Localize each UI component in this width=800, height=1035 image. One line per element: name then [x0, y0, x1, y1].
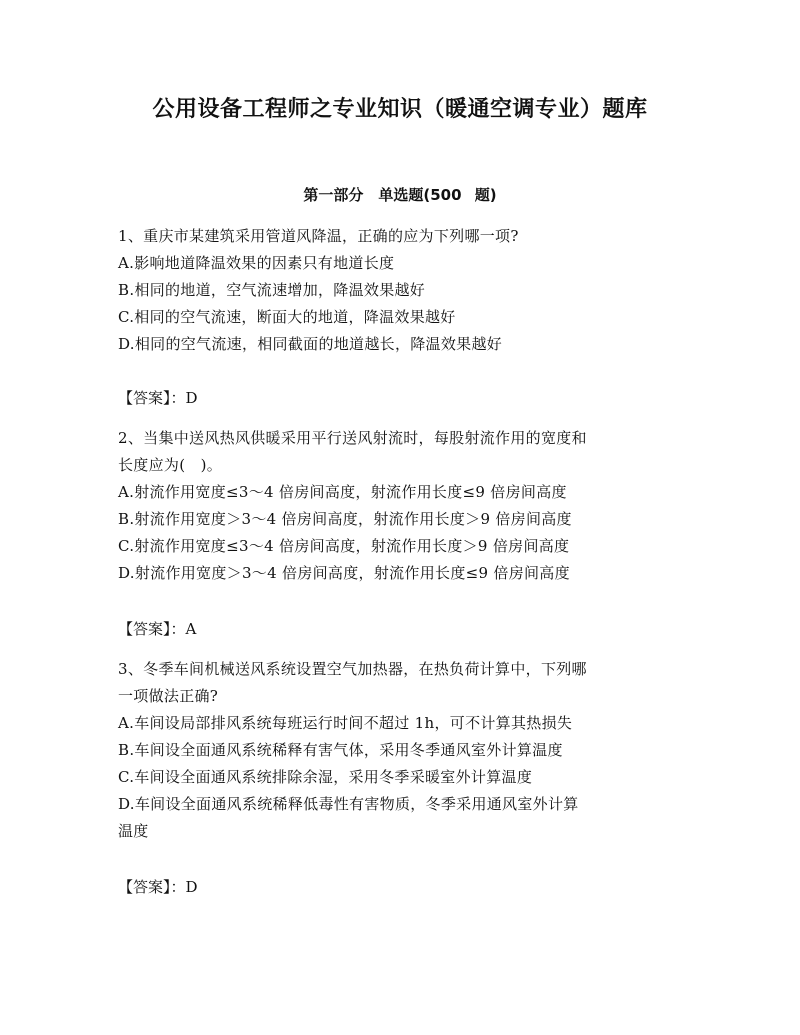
- question-1-option-b: B.相同的地道，空气流速增加，降温效果越好: [118, 281, 426, 299]
- question-1-option-c: C.相同的空气流速，断面大的地道，降温效果越好: [118, 308, 456, 326]
- question-3-answer: 【答案】：D: [118, 878, 198, 896]
- question-2-stem-line-2: 长度应为( )。: [118, 456, 223, 474]
- question-2-option-c: C.射流作用宽度≤3～4 倍房间高度，射流作用长度＞9 倍房间高度: [118, 537, 570, 555]
- question-3-option-a: A.车间设局部排风系统每班运行时间不超过 1h，可不计算其热损失: [118, 714, 573, 732]
- question-3-option-d: D.车间设全面通风系统稀释低毒性有害物质，冬季采用通风室外计算: [118, 795, 579, 813]
- question-1-option-d: D.相同的空气流速，相同截面的地道越长，降温效果越好: [118, 335, 503, 353]
- question-2-option-a: A.射流作用宽度≤3～4 倍房间高度，射流作用长度≤9 倍房间高度: [118, 483, 567, 501]
- question-3-option-c: C.车间设全面通风系统排除余湿，采用冬季采暖室外计算温度: [118, 768, 533, 786]
- question-3-stem-line-2: 一项做法正确?: [118, 687, 219, 705]
- question-2-answer: 【答案】：A: [118, 620, 197, 638]
- question-1-answer: 【答案】：D: [118, 389, 198, 407]
- question-3-option-d-continued: 温度: [118, 822, 149, 840]
- question-2-option-d: D.射流作用宽度＞3～4 倍房间高度，射流作用长度≤9 倍房间高度: [118, 564, 570, 582]
- question-3-option-b: B.车间设全面通风系统稀释有害气体，采用冬季通风室外计算温度: [118, 741, 563, 759]
- question-3-stem-line-1: 3、冬季车间机械送风系统设置空气加热器，在热负荷计算中，下列哪: [118, 660, 587, 678]
- section-heading: 第一部分 单选题(500 题): [303, 186, 497, 204]
- question-1-option-a: A.影响地道降温效果的因素只有地道长度: [118, 254, 395, 272]
- document-title: 公用设备工程师之专业知识（暖通空调专业）题库: [152, 97, 648, 122]
- question-2-stem-line-1: 2、当集中送风热风供暖采用平行送风射流时，每股射流作用的宽度和: [118, 429, 587, 447]
- question-1-stem: 1、重庆市某建筑采用管道风降温，正确的应为下列哪一项?: [118, 227, 519, 245]
- question-2-option-b: B.射流作用宽度＞3～4 倍房间高度，射流作用长度＞9 倍房间高度: [118, 510, 572, 528]
